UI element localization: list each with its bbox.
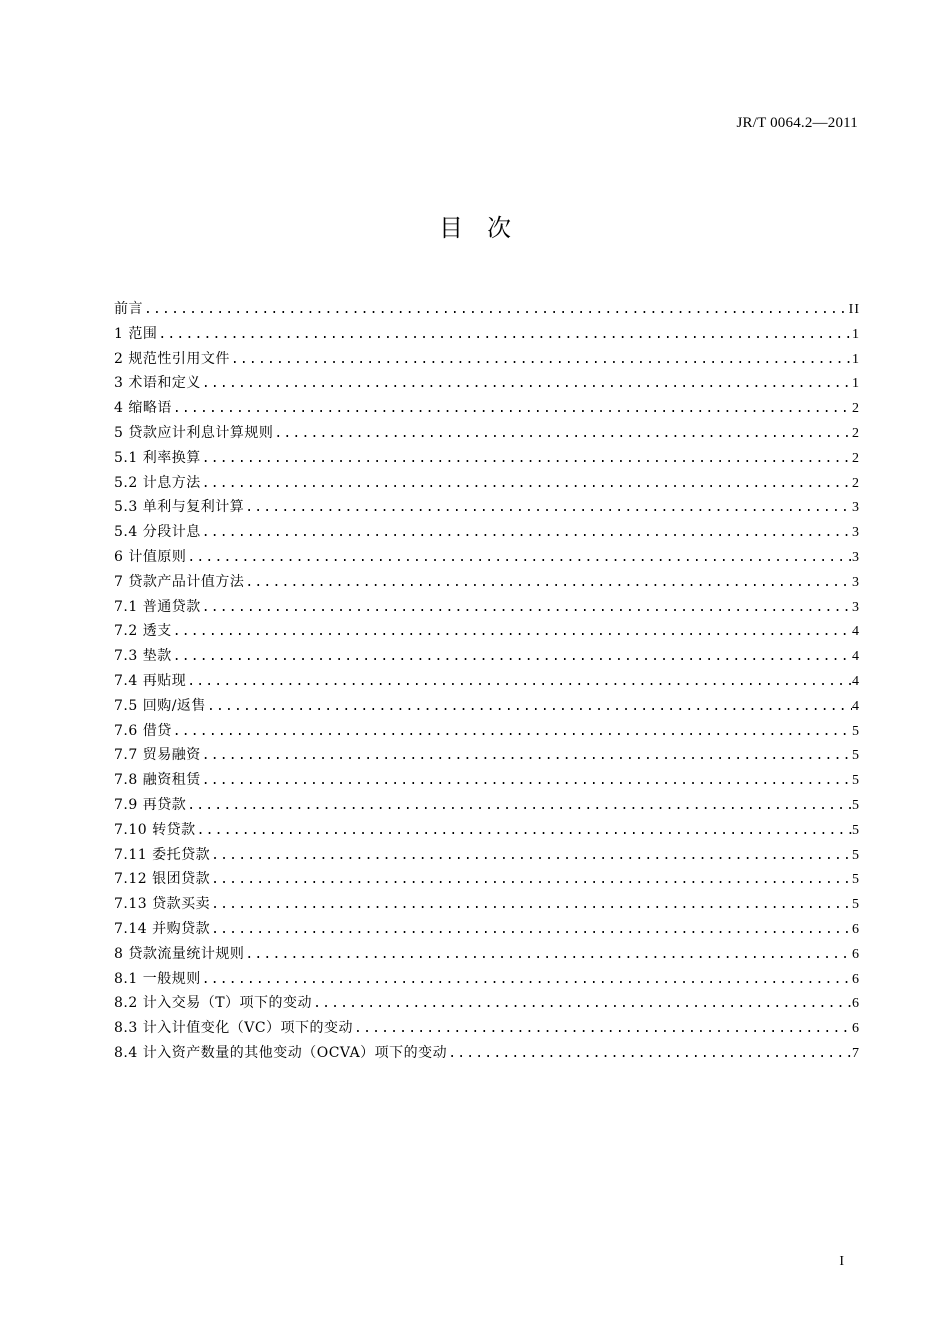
toc-dot-leader	[210, 893, 852, 917]
toc-entry[interactable]	[114, 793, 860, 818]
toc-dot-leader	[196, 819, 852, 843]
toc-dot-leader	[210, 868, 852, 892]
toc-entry-page: 1	[852, 376, 860, 392]
toc-dot-leader	[201, 769, 852, 793]
toc-dot-leader	[244, 571, 852, 595]
toc-entry-page: 3	[852, 599, 860, 615]
toc-dot-leader	[201, 447, 852, 471]
toc-entry[interactable]	[114, 991, 860, 1016]
toc-dot-leader	[201, 472, 852, 496]
toc-dot-leader	[201, 521, 852, 545]
toc-entry-label: 2 规范性引用文件	[114, 350, 230, 367]
document-identifier: JR/T 0064.2—2011	[736, 115, 858, 131]
toc-entry-page: 2	[852, 401, 860, 417]
toc-entry-label: 5.4 分段计息	[114, 524, 201, 541]
toc-entry-label: 8.3 计入计值变化（VC）项下的变动	[114, 1020, 354, 1037]
toc-entry-page: 6	[852, 921, 860, 937]
toc-entry-label: 8.1 一般规则	[114, 970, 201, 987]
toc-entry[interactable]	[114, 942, 860, 967]
toc-entry-page: 6	[852, 971, 860, 987]
toc-dot-leader	[172, 645, 852, 669]
toc-dot-leader	[230, 348, 852, 372]
toc-entry-page: 2	[852, 425, 860, 441]
toc-entry-page: 6	[852, 996, 860, 1012]
table-of-contents	[114, 297, 860, 1066]
toc-dot-leader	[186, 670, 852, 694]
toc-dot-leader	[201, 372, 852, 396]
toc-entry[interactable]	[114, 1016, 860, 1041]
toc-entry[interactable]	[114, 545, 860, 570]
toc-dot-leader	[143, 298, 849, 322]
toc-entry-page: 3	[852, 549, 860, 565]
toc-entry-page: 1	[852, 351, 860, 367]
toc-entry[interactable]	[114, 644, 860, 669]
toc-entry-label: 6 计值原则	[114, 548, 187, 565]
toc-entry[interactable]	[114, 917, 860, 942]
toc-entry-page: 3	[852, 525, 860, 541]
toc-entry-page: 6	[852, 946, 860, 962]
toc-entry-label: 前言	[114, 301, 143, 317]
toc-entry[interactable]	[114, 322, 860, 347]
toc-entry-label: 7 贷款产品计值方法	[114, 573, 245, 590]
toc-entry-label: 7.1 普通贷款	[114, 598, 201, 615]
toc-dot-leader	[447, 1042, 852, 1066]
toc-dot-leader	[206, 695, 852, 719]
toc-entry-page: 5	[852, 872, 860, 888]
toc-entry-page: 5	[852, 773, 860, 789]
toc-entry[interactable]	[114, 843, 860, 868]
toc-entry[interactable]	[114, 694, 860, 719]
toc-entry[interactable]	[114, 867, 860, 892]
toc-entry-page: 1	[852, 326, 860, 342]
toc-entry-label: 7.9 再贷款	[114, 796, 187, 813]
toc-entry-label: 7.11 委托贷款	[114, 846, 211, 863]
toc-entry-label: 7.13 贷款买卖	[114, 896, 211, 913]
toc-entry-label: 7.8 融资租赁	[114, 772, 201, 789]
toc-entry-label: 8.2 计入交易（T）项下的变动	[114, 995, 313, 1012]
toc-entry-label: 4 缩略语	[114, 400, 172, 417]
toc-entry-page: 2	[852, 450, 860, 466]
toc-dot-leader	[312, 992, 852, 1016]
toc-entry[interactable]	[114, 967, 860, 992]
toc-entry-label: 3 术语和定义	[114, 375, 201, 392]
toc-entry-label: 5.1 利率换算	[114, 449, 201, 466]
toc-entry-label: 1 范围	[114, 325, 158, 342]
toc-entry-label: 5.3 单利与复利计算	[114, 499, 245, 516]
toc-entry-label: 7.3 垫款	[114, 648, 172, 665]
toc-entry[interactable]	[114, 471, 860, 496]
toc-entry-label: 5 贷款应计利息计算规则	[114, 424, 274, 441]
toc-entry-label: 7.10 转贷款	[114, 821, 196, 838]
toc-dot-leader	[210, 918, 852, 942]
toc-entry-page: 5	[852, 723, 860, 739]
toc-entry-label: 8.4 计入资产数量的其他变动（OCVA）项下的变动	[114, 1044, 448, 1061]
toc-entry-label: 7.12 银团贷款	[114, 871, 211, 888]
toc-dot-leader	[186, 794, 852, 818]
toc-entry-label: 7.14 并购贷款	[114, 920, 211, 937]
toc-dot-leader	[244, 496, 852, 520]
toc-entry[interactable]	[114, 1041, 860, 1066]
toc-dot-leader	[186, 546, 852, 570]
toc-entry-page: 3	[852, 500, 860, 516]
toc-entry[interactable]	[114, 520, 860, 545]
toc-entry-label: 7.7 贸易融资	[114, 747, 201, 764]
toc-entry[interactable]	[114, 719, 860, 744]
toc-dot-leader	[201, 968, 852, 992]
toc-entry-label: 7.6 借贷	[114, 722, 172, 739]
toc-entry-page: 5	[852, 748, 860, 764]
page-number: I	[839, 1254, 844, 1269]
toc-entry[interactable]	[114, 743, 860, 768]
toc-entry-page: 4	[852, 624, 860, 640]
toc-entry[interactable]	[114, 818, 860, 843]
toc-dot-leader	[172, 720, 852, 744]
toc-dot-leader	[273, 422, 852, 446]
toc-entry[interactable]	[114, 446, 860, 471]
toc-entry-label: 5.2 计息方法	[114, 474, 201, 491]
toc-entry-page: 5	[852, 822, 860, 838]
toc-entry[interactable]	[114, 768, 860, 793]
toc-dot-leader	[244, 943, 852, 967]
toc-entry-label: 7.2 透支	[114, 623, 172, 640]
toc-entry[interactable]	[114, 619, 860, 644]
toc-entry-page: II	[848, 302, 860, 317]
toc-entry-page: 4	[852, 649, 860, 665]
toc-entry-page: 5	[852, 797, 860, 813]
toc-entry-page: 2	[852, 475, 860, 491]
toc-dot-leader	[353, 1017, 852, 1041]
toc-entry[interactable]	[114, 421, 860, 446]
toc-entry-label: 8 贷款流量统计规则	[114, 945, 245, 962]
toc-dot-leader	[172, 620, 852, 644]
toc-entry-label: 7.5 回购/返售	[114, 697, 206, 714]
toc-entry[interactable]	[114, 595, 860, 620]
toc-entry[interactable]	[114, 669, 860, 694]
toc-entry[interactable]	[114, 495, 860, 520]
toc-entry-label: 7.4 再贴现	[114, 672, 187, 689]
toc-dot-leader	[172, 397, 852, 421]
toc-entry-page: 5	[852, 897, 860, 913]
toc-entry-page: 3	[852, 574, 860, 590]
toc-entry[interactable]	[114, 892, 860, 917]
toc-dot-leader	[201, 744, 852, 768]
toc-entry[interactable]	[114, 347, 860, 372]
toc-dot-leader	[201, 596, 852, 620]
page-title: 目 次	[439, 214, 511, 242]
toc-entry[interactable]	[114, 371, 860, 396]
toc-dot-leader	[210, 844, 852, 868]
toc-entry-page: 5	[852, 847, 860, 863]
toc-entry[interactable]	[114, 297, 860, 322]
toc-entry-page: 7	[852, 1045, 860, 1061]
toc-entry-page: 4	[852, 673, 860, 689]
toc-entry[interactable]	[114, 396, 860, 421]
toc-entry[interactable]	[114, 570, 860, 595]
toc-entry-page: 6	[852, 1021, 860, 1037]
toc-dot-leader	[157, 323, 852, 347]
toc-entry-page: 4	[852, 698, 860, 714]
